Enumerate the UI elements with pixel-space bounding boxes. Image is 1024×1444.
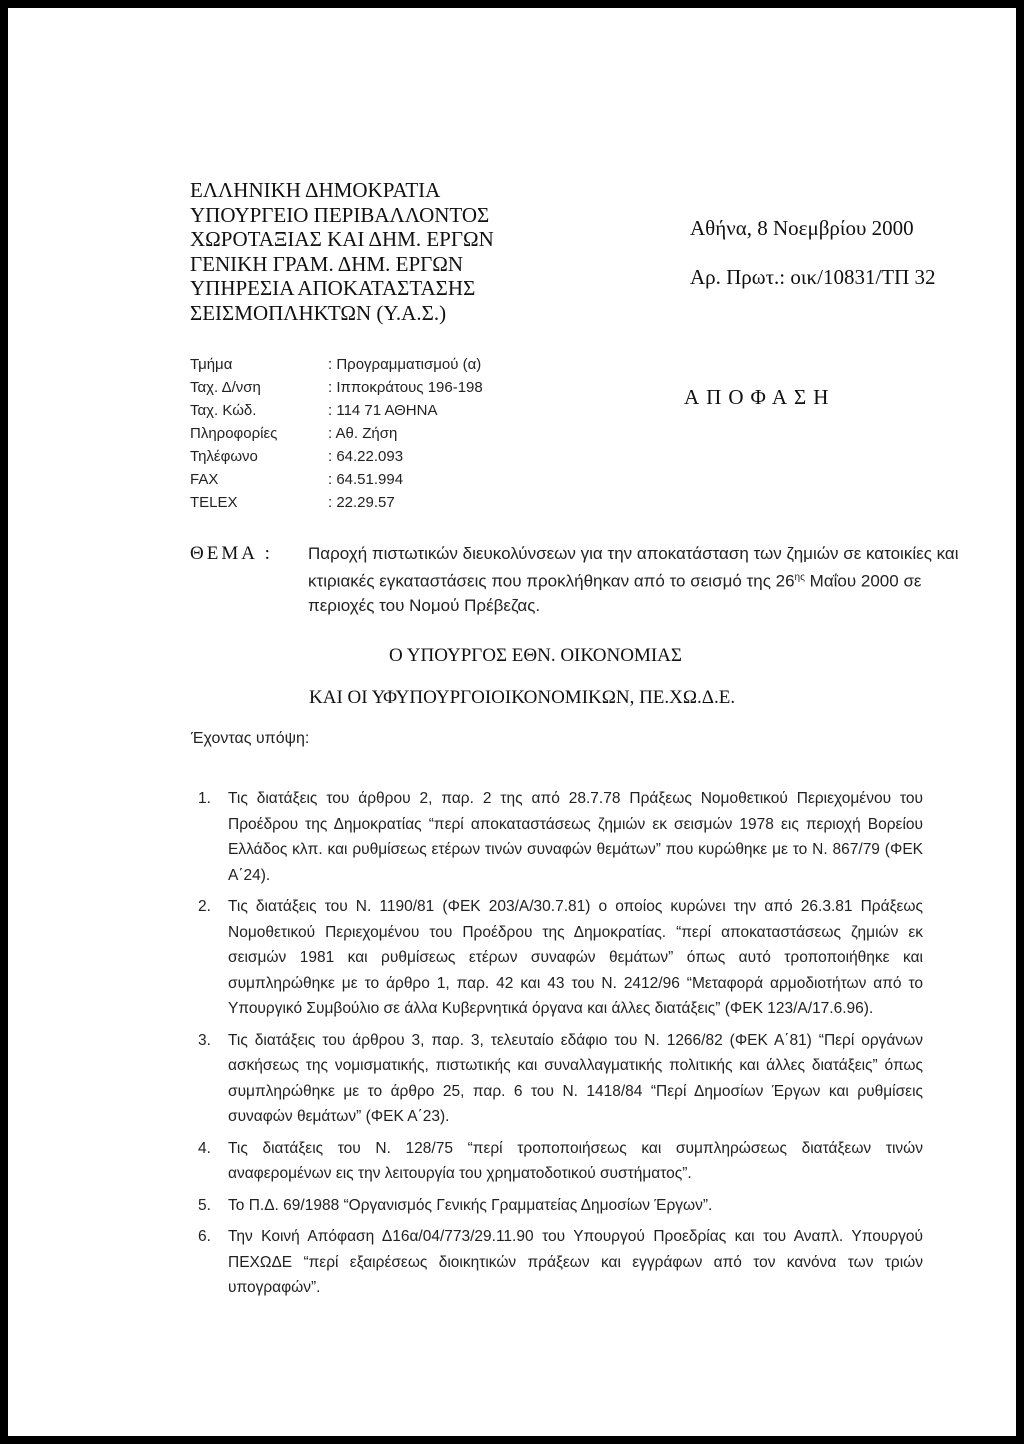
contact-label: Ταχ. Δ/νση	[190, 379, 261, 396]
item-text: Τις διατάξεις του Ν. 128/75 “περί τροποποιήσεως και συμπληρώσεως διατάξεων τινών αναφερομένων εις την λειτουργία του χρηματοδοτικού συστήματος”.	[228, 1139, 923, 1182]
contact-label: Τηλέφωνο	[190, 448, 258, 465]
list-item	[198, 1028, 998, 1130]
list-item	[198, 1136, 998, 1187]
issuing-authority	[190, 178, 610, 325]
contact-value: : 64.22.093	[328, 448, 404, 465]
ordinal-suffix: ης	[794, 572, 805, 583]
list-item	[198, 894, 998, 1022]
contact-label: Τμήμα	[190, 356, 233, 373]
document-date: Αθήνα, 8 Νοεμβρίου 2000	[690, 216, 914, 240]
subject-text-part: Παροχή πιστωτικών διευκολύνσεων για την αποκατάσταση των ζημιών σε κατοικίες και κτιριακές εγκαταστάσεις που προκλήθηκαν από το σεισμό της 26	[308, 544, 959, 591]
authority-line: ΥΠΟΥΡΓΕΙΟ ΠΕΡΙΒΑΛΛΟΝΤΟΣ	[190, 202, 490, 227]
list-item	[198, 1224, 998, 1301]
item-number: 6.	[198, 1228, 211, 1245]
contact-value: : Ιπποκράτους 196-198	[328, 379, 483, 396]
item-number: 5.	[198, 1196, 211, 1214]
contact-value: : 64.51.994	[328, 471, 404, 488]
contact-value: : Αθ. Ζήση	[328, 425, 398, 442]
contact-value: : Προγραμματισμού (α)	[328, 356, 482, 373]
contact-label: FAX	[190, 471, 219, 488]
item-number: 1.	[198, 790, 211, 807]
subject-label: ΘΕΜΑ :	[190, 543, 273, 564]
considerations-list	[198, 786, 998, 1307]
list-item	[198, 786, 998, 888]
item-text: Το Π.Δ. 69/1988 “Οργανισμός Γενικής Γραμματείας Δημοσίων Έργων”.	[228, 1196, 713, 1214]
document-page	[8, 8, 1016, 1436]
minister-title: Ο ΥΠΟΥΡΓΟΣ ΕΘΝ. ΟΙΚΟΝΟΜΙΑΣ	[389, 645, 682, 666]
having-in-view-heading: Έχοντας υπόψη:	[191, 730, 310, 747]
authority-line: ΥΠΗΡΕΣΙΑ ΑΠΟΚΑΤΑΣΤΑΣΗΣ	[190, 276, 476, 300]
item-text: Τις διατάξεις του άρθρου 3, παρ. 3, τελευταίο εδάφιο του Ν. 1266/82 (ΦΕΚ Α΄81) “Περί οργάνων ασκήσεως της νομισματικής, πιστωτικής και συναλλαγματικής πολιτικής και άλλες διατάξεις” όπως συμπληρώθηκε με το άρθρο 25, παρ. 6 του Ν. 1418/84 “Περί Δημοσίων Έργων και ρυθμίσεις συναφών θεμάτων” (ΦΕΚ Α΄23).	[228, 1031, 923, 1125]
item-number: 4.	[198, 1139, 211, 1157]
contact-label: TELEX	[190, 494, 238, 511]
list-item	[198, 1193, 998, 1219]
subject-text-part: Μαΐου 2000 σε περιοχές του Νομού Πρέβεζας.	[308, 571, 922, 615]
contact-value: : 22.29.57	[328, 494, 395, 511]
authority-line: ΧΩΡΟΤΑΞΙΑΣ ΚΑΙ ΔΗΜ. ΕΡΓΩΝ	[190, 227, 494, 251]
authority-line: ΓΕΝΙΚΗ ΓΡΑΜ. ΔΗΜ. ΕΡΓΩΝ	[190, 251, 464, 276]
contact-value: : 114 71 ΑΘΗΝΑ	[328, 402, 438, 419]
decision-title: ΑΠΟΦΑΣΗ	[684, 385, 836, 409]
authority-line: ΣΕΙΣΜΟΠΛΗΚΤΩΝ (Υ.Α.Σ.)	[190, 300, 447, 325]
protocol-number: Αρ. Πρωτ.: οικ/10831/ΤΠ 32	[690, 265, 936, 289]
item-text: Την Κοινή Απόφαση Δ16α/04/773/29.11.90 του Υπουργού Προεδρίας και του Αναπλ. Υπουργού ΠΕΧΩΔΕ “περί εξαιρέσεως διοικητικών πράξεων και εγγράφων από τον κανόνα των τριών υπογραφών”.	[228, 1228, 923, 1296]
subject-text	[308, 542, 988, 618]
item-text: Τις διατάξεις του Ν. 1190/81 (ΦΕΚ 203/Α/30.7.81) ο οποίος κυρώνει την από 26.3.81 Πράξεως Νομοθετικού Περιεχομένου του Προέδρου της Δημοκρατίας. “περί αποκαταστάσεως ζημιών εκ σεισμών 1981 και ρυθμίσεως ετέρων συναφών θεμάτων” όπως αυτό τροποποιήθηκε και συμπληρώθηκε με το άρθρο 1, παρ. 42 και 43 του Ν. 2412/96 “Μεταφορά αρμοδιοτήτων από το Υπουργικό Συμβούλιο σε άλλα Κυβερνητικά όργανα και άλλες διατάξεις” (ΦΕΚ 123/Α/17.6.96).	[228, 898, 923, 1017]
deputy-ministers-title: ΚΑΙ ΟΙ ΥΦΥΠΟΥΡΓΟΙΟΙΚΟΝΟΜΙΚΩΝ, ΠΕ.ΧΩ.Δ.Ε.	[309, 687, 736, 708]
authority-line: ΕΛΛΗΝΙΚΗ ΔΗΜΟΚΡΑΤΙΑ	[190, 178, 441, 202]
item-number: 2.	[198, 898, 211, 915]
item-number: 3.	[198, 1031, 211, 1049]
contact-label: Ταχ. Κώδ.	[190, 402, 257, 419]
item-text: Τις διατάξεις του άρθρου 2, παρ. 2 της από 28.7.78 Πράξεως Νομοθετικού Περιεχομένου του Προέδρου της Δημοκρατίας “περί αποκαταστάσεως ζημιών εκ σεισμών 1978 εις περιοχή Βορείου Ελλάδος κλπ. και ρυθμίσεως ετέρων τινών συναφών θεμάτων” που κυρώθηκε με το Ν. 867/79 (ΦΕΚ Α΄24).	[228, 790, 923, 884]
contact-label: Πληροφορίες	[190, 425, 278, 442]
